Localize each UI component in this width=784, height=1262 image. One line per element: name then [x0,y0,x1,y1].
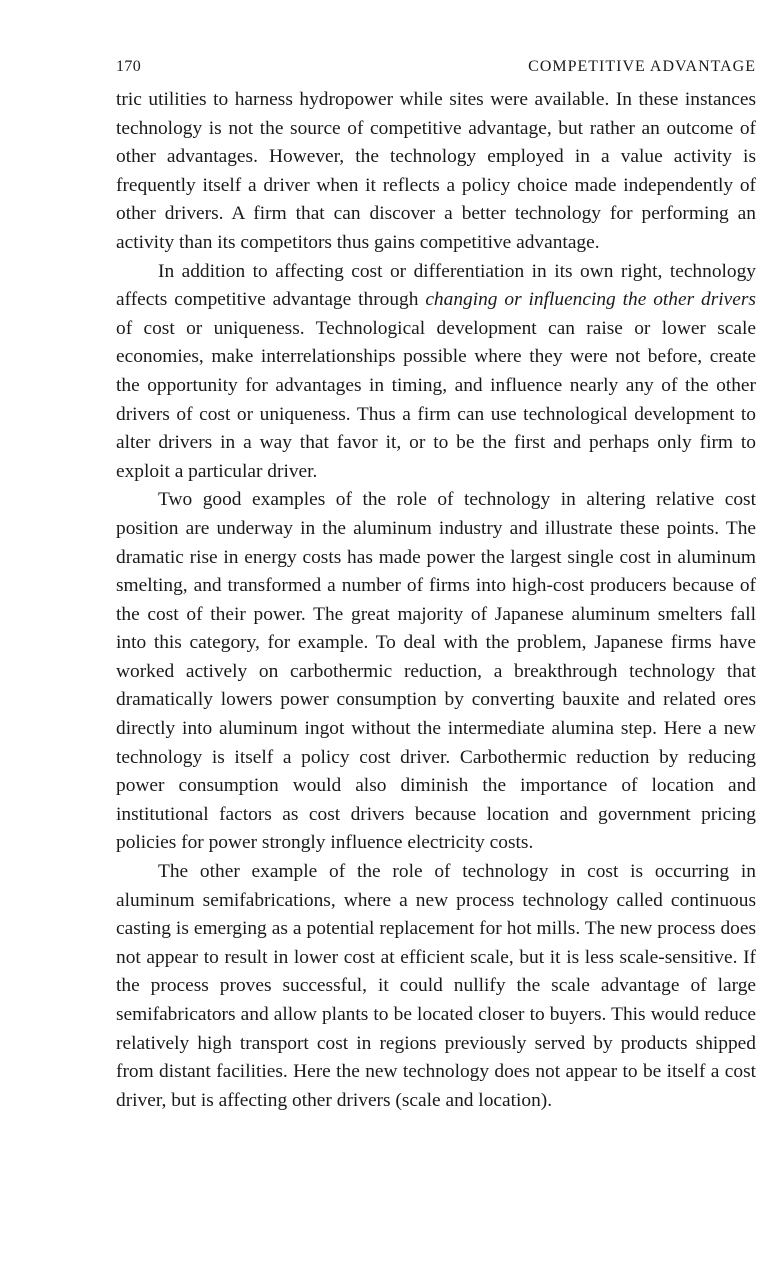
paragraph [116,258,756,487]
text-segment: The other example of the role of technology in cost is occurring in aluminum semifabrications, where a new process technology called continuous casting is emerging as a potential replacement for hot mills. The new process does not appear to result in lower cost at efficient scale, but it is less scale-sensitive. If the process proves successful, it could nullify the scale advantage of large semifabricators and allow plants to be located closer to buyers. This would reduce relatively high transport cost in regions previously served by products shipped from distant facilities. Here the new technology does not appear to be itself a cost driver, but is affecting other drivers (scale and location). [116,861,756,1111]
paragraph [116,86,756,258]
running-title: COMPETITIVE ADVANTAGE [528,58,756,75]
text-segment: In addition to affecting cost or differentiation in its own right, technology affects competitive advantage through [116,260,756,311]
paragraph [116,486,756,858]
page-number: 170 [116,58,142,75]
text-segment: of cost or uniqueness. Technological development can raise or lower scale economies, make interrelationships possible where they were not before, create the opportunity for advantages in timing, and influence nearly any of the other drivers of cost or uniqueness. Thus a firm can use technological development to alter drivers in a way that favor it, or to be the first and perhaps only firm to exploit a particular driver. [116,317,756,482]
running-head [116,58,756,76]
book-page [116,58,756,1115]
italic-text: changing or influencing the other drivers [425,289,756,311]
paragraph [116,858,756,1115]
body-text [116,86,756,1115]
text-segment: tric utilities to harness hydropower while sites were available. In these instances technology is not the source of competitive advantage, but rather an outcome of other advantages. However, the technology employed in a value activity is frequently itself a driver when it reflects a policy choice made independently of other drivers. A firm that can discover a better technology for performing an activity than its competitors thus gains competitive advantage. [116,89,756,253]
text-segment: Two good examples of the role of technology in altering relative cost position are underway in the aluminum industry and illustrate these points. The dramatic rise in energy costs has made power the largest single cost in aluminum smelting, and transformed a number of firms into high-cost producers because of the cost of their power. The great majority of Japanese aluminum smelters fall into this category, for example. To deal with the problem, Japanese firms have worked actively on carbothermic reduction, a breakthrough technology that dramatically lowers power consumption by converting bauxite and related ores directly into aluminum ingot without the intermediate alumina step. Here a new technology is itself a policy cost driver. Carbothermic reduction by reducing power consumption would also diminish the importance of location and institutional factors as cost drivers because location and government pricing policies for power strongly influence electricity costs. [116,489,756,854]
